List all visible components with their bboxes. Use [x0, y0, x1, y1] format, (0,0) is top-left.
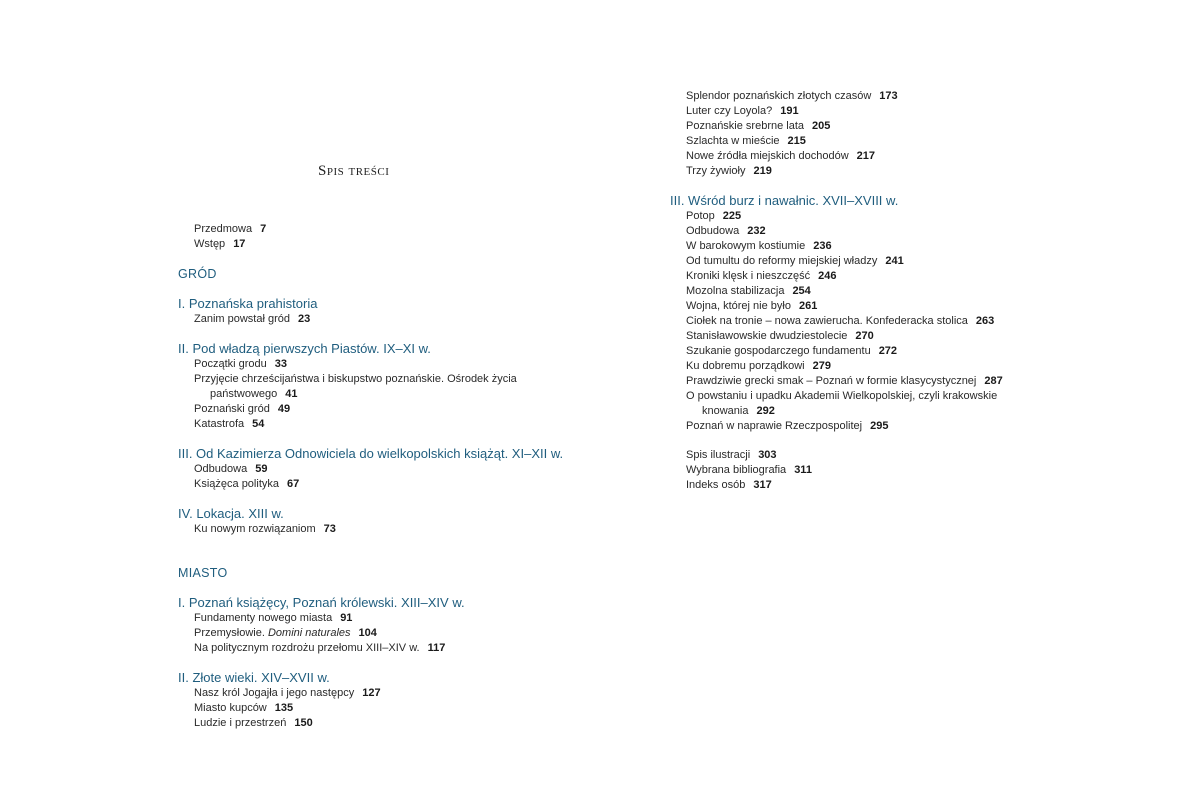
toc-entry[interactable]: Szlachta w mieście 215	[686, 135, 806, 147]
toc-entry[interactable]: W barokowym kostiumie 236	[686, 240, 832, 252]
page-title: Spis treści	[318, 163, 390, 179]
toc-entry[interactable]: Zanim powstał gród 23	[194, 313, 311, 325]
toc-entry[interactable]: Poznański gród 49	[194, 403, 291, 415]
toc-entry[interactable]: Odbudowa 59	[194, 463, 268, 475]
chapter-heading[interactable]: I. Poznań książęcy, Poznań królewski. XIII–XIV w.	[178, 595, 465, 610]
toc-entry[interactable]: Szukanie gospodarczego fundamentu 272	[686, 345, 898, 357]
toc-entry[interactable]: Wojna, której nie było 261	[686, 300, 818, 312]
toc-entry[interactable]: Wstęp 17	[194, 238, 246, 250]
toc-entry[interactable]: Trzy żywioły 219	[686, 165, 772, 177]
part-heading-grod: GRÓD	[178, 267, 217, 281]
toc-entry[interactable]: Ludzie i przestrzeń 150	[194, 717, 313, 729]
toc-left-column	[178, 222, 598, 731]
toc-entry[interactable]: Książęca polityka 67	[194, 478, 300, 490]
toc-entry[interactable]: Indeks osób 317	[686, 479, 772, 491]
toc-entry[interactable]: Odbudowa 232	[686, 225, 766, 237]
toc-entry[interactable]: Wybrana bibliografia 311	[686, 464, 812, 476]
toc-entry[interactable]: Początki grodu 33	[194, 358, 288, 370]
chapter-heading[interactable]: II. Złote wieki. XIV–XVII w.	[178, 670, 330, 685]
chapter-heading[interactable]: II. Pod władzą pierwszych Piastów. IX–XI w.	[178, 341, 431, 356]
toc-entry[interactable]: Ciołek na tronie – nowa zawierucha. Konfederacka stolica 263	[686, 315, 995, 327]
chapter-heading[interactable]: IV. Lokacja. XIII w.	[178, 506, 284, 521]
chapter-heading[interactable]: III. Wśród burz i nawałnic. XVII–XVIII w.	[670, 193, 899, 208]
toc-entry[interactable]: Mozolna stabilizacja 254	[686, 285, 811, 297]
toc-entry[interactable]: Poznań w naprawie Rzeczpospolitej 295	[686, 420, 889, 432]
toc-entry[interactable]: Miasto kupców 135	[194, 702, 294, 714]
toc-entry[interactable]: Potop 225	[686, 210, 742, 222]
toc-entry[interactable]: Na politycznym rozdrożu przełomu XIII–XIV w. 117	[194, 642, 446, 654]
toc-entry[interactable]: Nasz król Jogajła i jego następcy 127	[194, 687, 381, 699]
toc-entry[interactable]: Stanisławowskie dwudziestolecie 270	[686, 330, 874, 342]
toc-entry[interactable]: Splendor poznańskich złotych czasów 173	[686, 90, 898, 102]
toc-entry[interactable]: Luter czy Loyola? 191	[686, 105, 799, 117]
toc-entry[interactable]: Od tumultu do reformy miejskiej władzy 241	[686, 255, 904, 267]
toc-entry[interactable]: Ku dobremu porządkowi 279	[686, 360, 831, 372]
toc-entry[interactable]: Katastrofa 54	[194, 418, 265, 430]
part-heading-miasto: MIASTO	[178, 566, 228, 580]
toc-entry[interactable]: Ku nowym rozwiązaniom 73	[194, 523, 336, 535]
toc-entry[interactable]: Poznańskie srebrne lata 205	[686, 120, 831, 132]
toc-entry[interactable]: O powstaniu i upadku Akademii Wielkopolskiej, czyli krakowskie knowania 292	[686, 390, 998, 417]
chapter-heading[interactable]: III. Od Kazimierza Odnowiciela do wielkopolskich książąt. XI–XII w.	[178, 446, 564, 461]
toc-entry[interactable]: Przyjęcie chrześcijaństwa i biskupstwo poznańskie. Ośrodek życia państwowego 41	[194, 373, 517, 400]
chapter-heading[interactable]: I. Poznańska prahistoria	[178, 296, 318, 311]
toc-right-column	[670, 89, 1090, 493]
toc-entry[interactable]: Prawdziwie grecki smak – Poznań w formie klasycystycznej 287	[686, 375, 1003, 387]
toc-entry[interactable]: Kroniki klęsk i nieszczęść 246	[686, 270, 837, 282]
toc-entry[interactable]: Spis ilustracji 303	[686, 449, 777, 461]
toc-entry[interactable]: Przedmowa 7	[194, 223, 267, 235]
toc-entry[interactable]: Nowe źródła miejskich dochodów 217	[686, 150, 875, 162]
toc-entry[interactable]: Fundamenty nowego miasta 91	[194, 612, 353, 624]
toc-entry[interactable]: Przemysłowie. Domini naturales 104	[194, 627, 377, 639]
